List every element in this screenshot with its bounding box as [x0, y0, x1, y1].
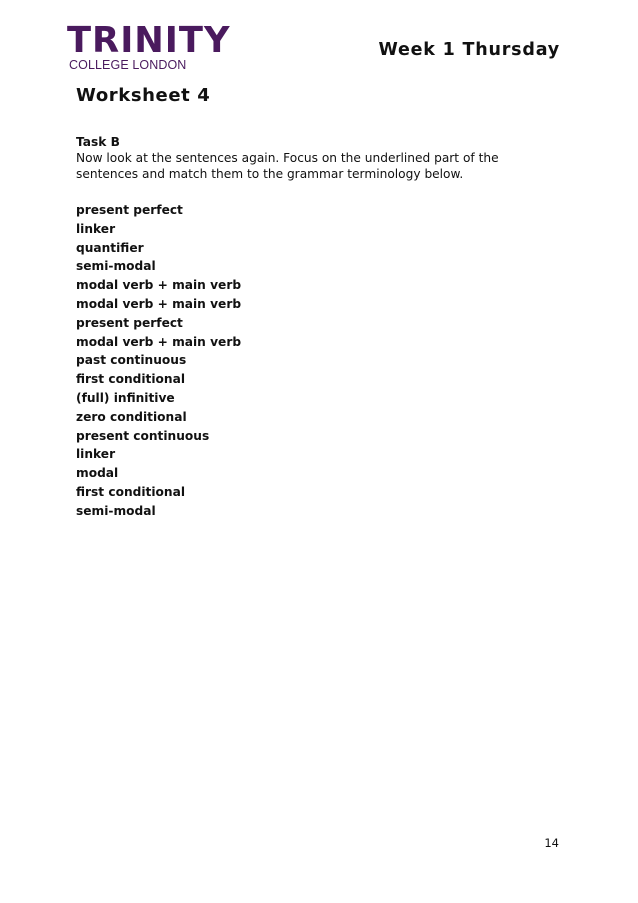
answer-item: present continuous — [76, 428, 210, 443]
answer-item: linker — [76, 447, 116, 462]
answer-item: semi-modal — [76, 259, 156, 274]
task-section — [76, 134, 556, 182]
answer-item: modal — [76, 466, 119, 481]
page-number: 14 — [544, 836, 559, 850]
answer-item: first conditional — [76, 372, 185, 387]
task-label: Task B — [76, 135, 120, 149]
worksheet-title: Worksheet 4 — [76, 85, 211, 106]
task-instructions: Now look at the sentences again. Focus on the underlined part of the sentences and match them to the grammar terminology below. — [76, 151, 499, 181]
answer-item: present perfect — [76, 315, 183, 330]
answer-item: modal verb + main verb — [76, 278, 242, 293]
answer-item: linker — [76, 221, 116, 236]
answer-item: past continuous — [76, 353, 187, 368]
answer-item: quantifier — [76, 240, 144, 255]
answer-item: modal verb + main verb — [76, 334, 242, 349]
answer-list — [76, 201, 241, 521]
trinity-college-logo — [67, 20, 231, 72]
logo-subtitle: COLLEGE LONDON — [69, 58, 187, 72]
answer-item: semi-modal — [76, 503, 156, 518]
header-title: Week 1 Thursday — [378, 40, 560, 60]
logo-wordmark: TRINITY — [67, 20, 231, 61]
answer-item: modal verb + main verb — [76, 296, 242, 311]
answer-item: first conditional — [76, 484, 185, 499]
answer-item: (full) infinitive — [76, 390, 175, 405]
answer-item: present perfect — [76, 203, 183, 217]
answer-item: zero conditional — [76, 409, 187, 424]
